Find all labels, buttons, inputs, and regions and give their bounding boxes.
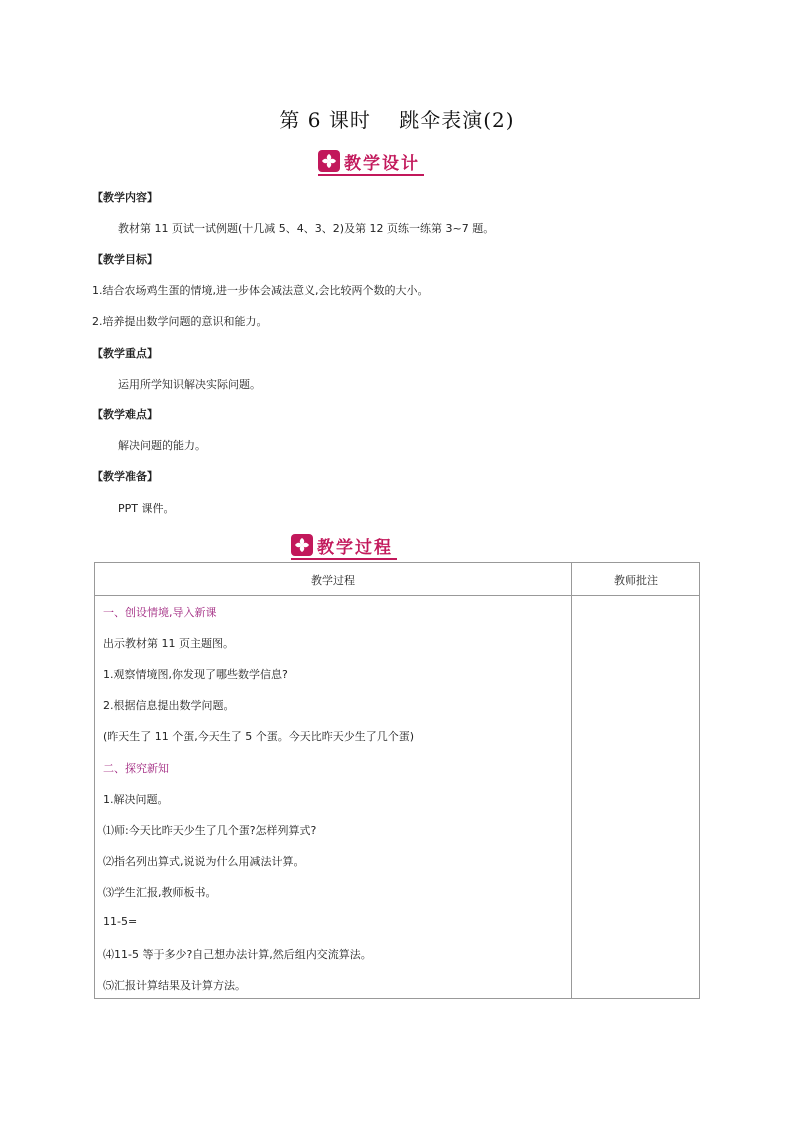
teaching-process-table [94, 562, 700, 999]
banner-underline [291, 558, 397, 560]
banner-label: 教学设计 [344, 153, 420, 174]
table-row: ⑷11-5 等于多少?自己想办法计算,然后组内交流算法。 [103, 948, 372, 961]
section-heading-content: 【教学内容】 [92, 191, 158, 204]
difficulties-text: 解决问题的能力。 [118, 439, 206, 452]
swirl-logo-icon [318, 150, 340, 172]
preparation-text: PPT 课件。 [118, 502, 175, 515]
key-points-text: 运用所学知识解决实际问题。 [118, 378, 261, 391]
table-row: 出示教材第 11 页主题图。 [103, 637, 234, 650]
table-row: ⑴师:今天比昨天少生了几个蛋?怎样列算式? [103, 824, 317, 837]
banner-underline [318, 174, 424, 176]
content-text: 教材第 11 页试一试例题(十几减 5、4、3、2)及第 12 页练一练第 3~7 题。 [118, 222, 495, 235]
banner-label: 教学过程 [317, 537, 393, 558]
teaching-process-banner [291, 532, 393, 558]
table-row: 一、创设情境,导入新课 [103, 606, 217, 619]
objective-1: 1.结合农场鸡生蛋的情境,进一步体会减法意义,会比较两个数的大小。 [92, 284, 429, 297]
page-title: 第 6 课时 跳伞表演(2) [279, 108, 515, 132]
section-heading-objectives: 【教学目标】 [92, 253, 158, 266]
table-row: ⑶学生汇报,教师板书。 [103, 886, 217, 899]
swirl-logo-icon [291, 534, 313, 556]
table-row: 二、探究新知 [103, 762, 169, 775]
section-heading-preparation: 【教学准备】 [92, 470, 158, 483]
table-row: 11-5= [103, 915, 138, 928]
table-row: 1.解决问题。 [103, 793, 169, 806]
teaching-design-banner [318, 148, 420, 174]
table-row: 2.根据信息提出数学问题。 [103, 699, 235, 712]
section-heading-difficulties: 【教学难点】 [92, 408, 158, 421]
section-heading-key-points: 【教学重点】 [92, 347, 158, 360]
column-header-teacher-notes: 教师批注 [614, 574, 658, 587]
column-header-process: 教学过程 [311, 574, 355, 587]
header-divider [95, 595, 699, 596]
table-row: (昨天生了 11 个蛋,今天生了 5 个蛋。今天比昨天少生了几个蛋) [103, 730, 415, 743]
table-row: ⑵指名列出算式,说说为什么用减法计算。 [103, 855, 305, 868]
objective-2: 2.培养提出数学问题的意识和能力。 [92, 315, 268, 328]
column-divider [571, 563, 572, 998]
table-row: 1.观察情境图,你发现了哪些数学信息? [103, 668, 288, 681]
table-row: ⑸汇报计算结果及计算方法。 [103, 979, 246, 992]
